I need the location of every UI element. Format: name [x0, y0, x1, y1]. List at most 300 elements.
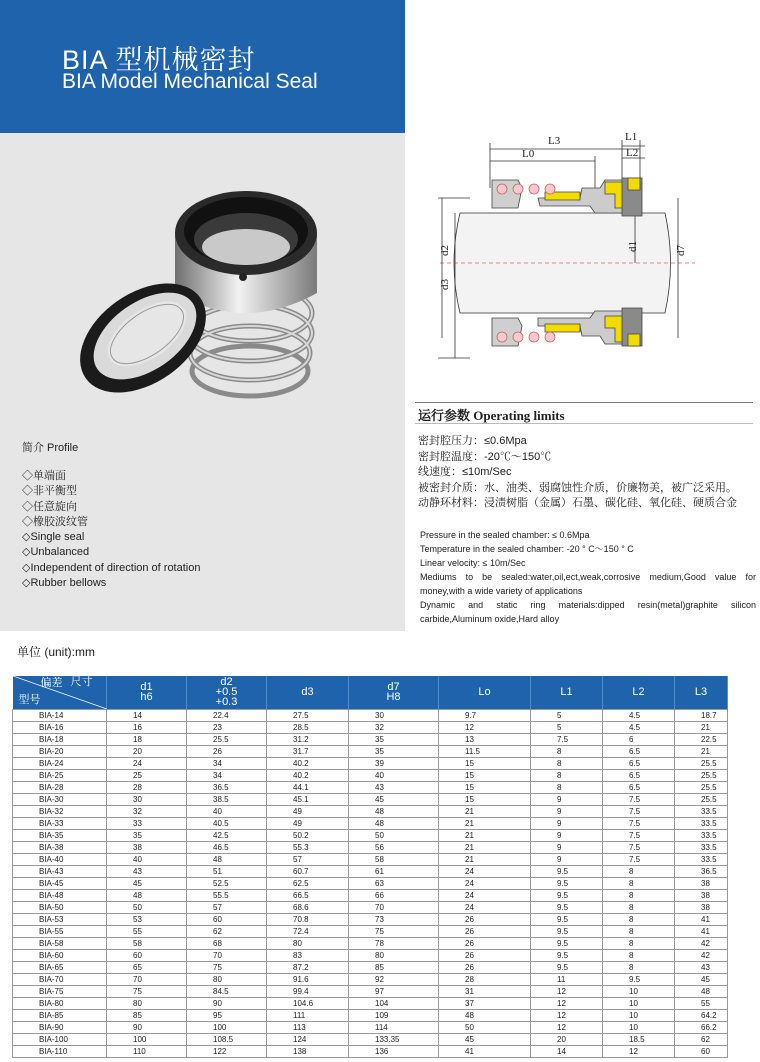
value-cell: 44.1	[267, 781, 349, 793]
value-cell: 12	[531, 997, 603, 1009]
value-cell: 28	[439, 973, 531, 985]
table-row	[13, 973, 728, 985]
table-row	[13, 745, 728, 757]
model-cell: BIA-60	[13, 949, 107, 961]
model-cell: BIA-65	[13, 961, 107, 973]
value-cell: 60	[187, 913, 267, 925]
value-cell: 9	[531, 793, 603, 805]
value-cell: 9.7	[439, 709, 531, 721]
value-cell: 21	[439, 841, 531, 853]
value-cell: 90	[107, 1021, 187, 1033]
col-header-l2: L2	[603, 676, 675, 709]
value-cell: 33.5	[675, 805, 728, 817]
table-row	[13, 721, 728, 733]
value-cell: 25.5	[675, 793, 728, 805]
value-cell: 104	[349, 997, 439, 1009]
value-cell: 57	[267, 853, 349, 865]
corner-label-size: 尺寸	[70, 676, 93, 688]
value-cell: 108.5	[187, 1033, 267, 1045]
value-cell: 91.6	[267, 973, 349, 985]
value-cell: 28.5	[267, 721, 349, 733]
model-cell: BIA-35	[13, 829, 107, 841]
table-corner-header	[13, 676, 107, 709]
value-cell: 50	[107, 901, 187, 913]
model-cell: BIA-25	[13, 769, 107, 781]
value-cell: 100	[187, 1021, 267, 1033]
value-cell: 31	[439, 985, 531, 997]
value-cell: 32	[107, 805, 187, 817]
value-cell: 9.5	[531, 961, 603, 973]
value-cell: 70	[187, 949, 267, 961]
value-cell: 9.5	[531, 949, 603, 961]
value-cell: 114	[349, 1021, 439, 1033]
value-cell: 8	[603, 925, 675, 937]
value-cell: 9.5	[531, 925, 603, 937]
value-cell: 42	[675, 937, 728, 949]
value-cell: 40.5	[187, 817, 267, 829]
model-cell: BIA-33	[13, 817, 107, 829]
value-cell: 22.5	[675, 733, 728, 745]
value-cell: 23	[187, 721, 267, 733]
value-cell: 41	[675, 913, 728, 925]
table-row	[13, 949, 728, 961]
model-cell: BIA-43	[13, 865, 107, 877]
value-cell: 20	[531, 1033, 603, 1045]
col-header-l3: L3	[675, 676, 728, 709]
value-cell: 56	[349, 841, 439, 853]
value-cell: 26	[439, 961, 531, 973]
value-cell: 122	[187, 1045, 267, 1057]
value-cell: 38	[675, 889, 728, 901]
col-header-d3: d3	[267, 676, 349, 709]
value-cell: 40.2	[267, 757, 349, 769]
table-row	[13, 805, 728, 817]
value-cell: 21	[439, 805, 531, 817]
value-cell: 75	[349, 925, 439, 937]
value-cell: 8	[531, 745, 603, 757]
corner-label-model: 型号	[18, 694, 41, 706]
divider	[415, 402, 753, 403]
value-cell: 90	[187, 997, 267, 1009]
table-row	[13, 925, 728, 937]
value-cell: 12	[603, 1045, 675, 1057]
value-cell: 84.5	[187, 985, 267, 997]
col-header-d1: d1 h6	[107, 676, 187, 709]
value-cell: 111	[267, 1009, 349, 1021]
dim-label-d3: d3	[439, 279, 451, 290]
table-row	[13, 913, 728, 925]
value-cell: 10	[603, 1021, 675, 1033]
value-cell: 43	[107, 865, 187, 877]
model-cell: BIA-24	[13, 757, 107, 769]
value-cell: 8	[531, 781, 603, 793]
value-cell: 4.5	[603, 709, 675, 721]
list-item: ◇单端面	[22, 470, 66, 482]
value-cell: 80	[187, 973, 267, 985]
table-row	[13, 997, 728, 1009]
value-cell: 62	[187, 925, 267, 937]
model-cell: BIA-30	[13, 793, 107, 805]
value-cell: 92	[349, 973, 439, 985]
table-row	[13, 1009, 728, 1021]
value-cell: 60.7	[267, 865, 349, 877]
value-cell: 9.5	[603, 973, 675, 985]
list-item: 线速度：≤10m/Sec	[418, 466, 512, 479]
table-row	[13, 877, 728, 889]
list-item: ◇橡胶波纹管	[22, 515, 88, 528]
value-cell: 12	[439, 721, 531, 733]
value-cell: 8	[531, 757, 603, 769]
value-cell: 9.5	[531, 889, 603, 901]
model-cell: BIA-38	[13, 841, 107, 853]
list-item: ◇Independent of direction of rotation	[22, 561, 201, 574]
value-cell: 50.2	[267, 829, 349, 841]
value-cell: 60	[107, 949, 187, 961]
model-cell: BIA-80	[13, 997, 107, 1009]
value-cell: 48	[349, 817, 439, 829]
seal-cross-section-diagram	[410, 128, 750, 368]
value-cell: 15	[439, 781, 531, 793]
value-cell: 41	[675, 925, 728, 937]
table-row	[13, 817, 728, 829]
value-cell: 33	[107, 817, 187, 829]
model-cell: BIA-85	[13, 1009, 107, 1021]
value-cell: 45.1	[267, 793, 349, 805]
table-row	[13, 709, 728, 721]
value-cell: 62	[675, 1033, 728, 1045]
value-cell: 36.5	[187, 781, 267, 793]
model-cell: BIA-75	[13, 985, 107, 997]
value-cell: 48	[439, 1009, 531, 1021]
list-item: ◇Single seal	[22, 531, 85, 544]
value-cell: 6.5	[603, 769, 675, 781]
table-header-row	[13, 676, 728, 709]
dim-label-l3: L3	[548, 135, 561, 147]
value-cell: 8	[603, 937, 675, 949]
value-cell: 21	[675, 721, 728, 733]
list-item: 密封腔压力：≤0.6Mpa	[418, 435, 527, 447]
value-cell: 38.5	[187, 793, 267, 805]
value-cell: 70	[107, 973, 187, 985]
value-cell: 49	[267, 817, 349, 829]
value-cell: 15	[439, 757, 531, 769]
value-cell: 40.2	[267, 769, 349, 781]
value-cell: 7.5	[603, 841, 675, 853]
value-cell: 30	[107, 793, 187, 805]
value-cell: 75	[107, 985, 187, 997]
value-cell: 40	[349, 769, 439, 781]
list-item: 被密封介质：水、油类、弱腐蚀性介质，价廉物美，被广泛采用。	[418, 481, 737, 494]
value-cell: 22.4	[187, 709, 267, 721]
table-row	[13, 937, 728, 949]
value-cell: 10	[603, 985, 675, 997]
list-item: ◇Unbalanced	[22, 546, 90, 559]
value-cell: 55	[675, 997, 728, 1009]
value-cell: 85	[107, 1009, 187, 1021]
value-cell: 51	[187, 865, 267, 877]
model-cell: BIA-45	[13, 877, 107, 889]
header-banner	[0, 0, 405, 133]
value-cell: 25.5	[675, 769, 728, 781]
value-cell: 18.5	[603, 1033, 675, 1045]
value-cell: 68.6	[267, 901, 349, 913]
model-cell: BIA-110	[13, 1045, 107, 1057]
model-cell: BIA-70	[13, 973, 107, 985]
value-cell: 45	[349, 793, 439, 805]
value-cell: 7.5	[603, 829, 675, 841]
value-cell: 16	[107, 721, 187, 733]
value-cell: 33.5	[675, 817, 728, 829]
value-cell: 25.5	[187, 733, 267, 745]
list-item: Dynamic and static ring materials:dipped resin(metal)graphite silicon carbide,Aluminum oxide,Hard alloy	[420, 600, 756, 624]
value-cell: 34	[187, 769, 267, 781]
value-cell: 43	[349, 781, 439, 793]
value-cell: 138	[267, 1045, 349, 1057]
value-cell: 33.5	[675, 853, 728, 865]
value-cell: 80	[349, 949, 439, 961]
value-cell: 38	[675, 877, 728, 889]
value-cell: 42.5	[187, 829, 267, 841]
value-cell: 8	[531, 769, 603, 781]
value-cell: 36.5	[675, 865, 728, 877]
value-cell: 63	[349, 877, 439, 889]
list-item: Temperature in the sealed chamber: -20 ° C～150 ° C	[420, 544, 634, 554]
value-cell: 50	[439, 1021, 531, 1033]
value-cell: 38	[675, 901, 728, 913]
list-item: ◇Rubber bellows	[22, 577, 107, 590]
value-cell: 24	[439, 877, 531, 889]
value-cell: 8	[603, 961, 675, 973]
model-cell: BIA-48	[13, 889, 107, 901]
value-cell: 124	[267, 1033, 349, 1045]
value-cell: 26	[439, 913, 531, 925]
value-cell: 95	[187, 1009, 267, 1021]
value-cell: 43	[675, 961, 728, 973]
value-cell: 68	[187, 937, 267, 949]
value-cell: 7.5	[531, 733, 603, 745]
profile-panel	[0, 133, 405, 631]
dim-label-d7: d7	[675, 245, 687, 256]
value-cell: 62.5	[267, 877, 349, 889]
value-cell: 11	[531, 973, 603, 985]
model-cell: BIA-18	[13, 733, 107, 745]
value-cell: 113	[267, 1021, 349, 1033]
value-cell: 6.5	[603, 781, 675, 793]
value-cell: 133.35	[349, 1033, 439, 1045]
table-row	[13, 853, 728, 865]
model-cell: BIA-58	[13, 937, 107, 949]
model-cell: BIA-50	[13, 901, 107, 913]
value-cell: 66.2	[675, 1021, 728, 1033]
value-cell: 55.5	[187, 889, 267, 901]
value-cell: 46.5	[187, 841, 267, 853]
value-cell: 7.5	[603, 817, 675, 829]
value-cell: 12	[531, 1021, 603, 1033]
value-cell: 33.5	[675, 829, 728, 841]
value-cell: 99.4	[267, 985, 349, 997]
value-cell: 26	[439, 925, 531, 937]
value-cell: 9.5	[531, 865, 603, 877]
value-cell: 49	[267, 805, 349, 817]
value-cell: 9.5	[531, 877, 603, 889]
value-cell: 39	[349, 757, 439, 769]
value-cell: 48	[349, 805, 439, 817]
value-cell: 80	[107, 997, 187, 1009]
value-cell: 87.2	[267, 961, 349, 973]
value-cell: 27.5	[267, 709, 349, 721]
value-cell: 18	[107, 733, 187, 745]
table-row	[13, 865, 728, 877]
value-cell: 85	[349, 961, 439, 973]
value-cell: 38	[107, 841, 187, 853]
value-cell: 75	[187, 961, 267, 973]
operating-limits-en	[420, 528, 756, 626]
value-cell: 9.5	[531, 901, 603, 913]
value-cell: 15	[439, 793, 531, 805]
value-cell: 35	[349, 745, 439, 757]
list-item: 动静环材料：浸渍树脂（金属）石墨、碳化硅、氧化硅、硬质合金	[418, 497, 737, 510]
value-cell: 60	[675, 1045, 728, 1057]
dim-label-l2: L2	[626, 147, 639, 159]
value-cell: 20	[107, 745, 187, 757]
value-cell: 65	[107, 961, 187, 973]
value-cell: 28	[107, 781, 187, 793]
value-cell: 48	[187, 853, 267, 865]
value-cell: 21	[439, 829, 531, 841]
operating-limits-cn	[418, 434, 737, 512]
value-cell: 24	[439, 889, 531, 901]
table-row	[13, 1045, 728, 1057]
value-cell: 34	[187, 757, 267, 769]
mechanical-seal-photo	[55, 163, 345, 413]
model-cell: BIA-53	[13, 913, 107, 925]
value-cell: 55	[107, 925, 187, 937]
value-cell: 9	[531, 829, 603, 841]
model-cell: BIA-90	[13, 1021, 107, 1033]
value-cell: 24	[439, 865, 531, 877]
col-header-lo: Lo	[439, 676, 531, 709]
value-cell: 10	[603, 997, 675, 1009]
table-row	[13, 961, 728, 973]
value-cell: 32	[349, 721, 439, 733]
table-row	[13, 1033, 728, 1045]
value-cell: 25.5	[675, 781, 728, 793]
model-cell: BIA-40	[13, 853, 107, 865]
model-cell: BIA-55	[13, 925, 107, 937]
value-cell: 8	[603, 901, 675, 913]
dim-label-l0: L0	[522, 148, 535, 160]
value-cell: 24	[107, 757, 187, 769]
dim-label-d2: d2	[439, 245, 451, 256]
value-cell: 12	[531, 985, 603, 997]
value-cell: 9	[531, 805, 603, 817]
value-cell: 13	[439, 733, 531, 745]
value-cell: 9.5	[531, 913, 603, 925]
value-cell: 21	[439, 853, 531, 865]
value-cell: 110	[107, 1045, 187, 1057]
list-item: 密封腔温度：-20℃～150℃	[418, 450, 552, 463]
table-row	[13, 769, 728, 781]
value-cell: 72.4	[267, 925, 349, 937]
value-cell: 100	[107, 1033, 187, 1045]
value-cell: 70	[349, 901, 439, 913]
value-cell: 61	[349, 865, 439, 877]
list-item: ◇任意旋向	[22, 500, 77, 513]
col-header-d7: d7 H8	[349, 676, 439, 709]
value-cell: 6	[603, 733, 675, 745]
value-cell: 24	[439, 901, 531, 913]
value-cell: 26	[187, 745, 267, 757]
operating-limits-title: 运行参数 Operating limits	[418, 408, 565, 423]
value-cell: 25.5	[675, 757, 728, 769]
value-cell: 25	[107, 769, 187, 781]
model-cell: BIA-14	[13, 709, 107, 721]
dim-label-d1: d1	[627, 241, 639, 252]
table-row	[13, 841, 728, 853]
table-row	[13, 889, 728, 901]
value-cell: 35	[349, 733, 439, 745]
list-item: Linear velocity: ≤ 10m/Sec	[420, 558, 526, 568]
list-item: Mediums to be sealed:water,oil,ect,weak,corrosive medium,Good value for money,with a wide variety of applications	[420, 572, 756, 596]
value-cell: 6.5	[603, 745, 675, 757]
value-cell: 31.7	[267, 745, 349, 757]
value-cell: 11.5	[439, 745, 531, 757]
value-cell: 48	[675, 985, 728, 997]
value-cell: 80	[267, 937, 349, 949]
value-cell: 7.5	[603, 805, 675, 817]
value-cell: 15	[439, 769, 531, 781]
value-cell: 40	[187, 805, 267, 817]
value-cell: 97	[349, 985, 439, 997]
value-cell: 7.5	[603, 853, 675, 865]
value-cell: 58	[107, 937, 187, 949]
value-cell: 33.5	[675, 841, 728, 853]
value-cell: 8	[603, 865, 675, 877]
value-cell: 83	[267, 949, 349, 961]
value-cell: 37	[439, 997, 531, 1009]
table-row	[13, 901, 728, 913]
table-body	[13, 709, 728, 1057]
value-cell: 66.5	[267, 889, 349, 901]
col-header-l1: L1	[531, 676, 603, 709]
model-cell: BIA-28	[13, 781, 107, 793]
value-cell: 8	[603, 877, 675, 889]
value-cell: 9.5	[531, 937, 603, 949]
value-cell: 18.7	[675, 709, 728, 721]
value-cell: 64.2	[675, 1009, 728, 1021]
value-cell: 50	[349, 829, 439, 841]
value-cell: 14	[107, 709, 187, 721]
table-row	[13, 1021, 728, 1033]
value-cell: 9	[531, 841, 603, 853]
table-row	[13, 733, 728, 745]
value-cell: 26	[439, 937, 531, 949]
profile-heading: 简介 Profile	[22, 442, 79, 454]
value-cell: 12	[531, 1009, 603, 1021]
value-cell: 9	[531, 853, 603, 865]
value-cell: 21	[439, 817, 531, 829]
col-header-d2: d2 +0.5 +0.3	[187, 676, 267, 709]
value-cell: 45	[675, 973, 728, 985]
value-cell: 48	[107, 889, 187, 901]
value-cell: 41	[439, 1045, 531, 1057]
value-cell: 40	[107, 853, 187, 865]
value-cell: 6.5	[603, 757, 675, 769]
value-cell: 104.6	[267, 997, 349, 1009]
table-row	[13, 781, 728, 793]
value-cell: 58	[349, 853, 439, 865]
table-row	[13, 829, 728, 841]
